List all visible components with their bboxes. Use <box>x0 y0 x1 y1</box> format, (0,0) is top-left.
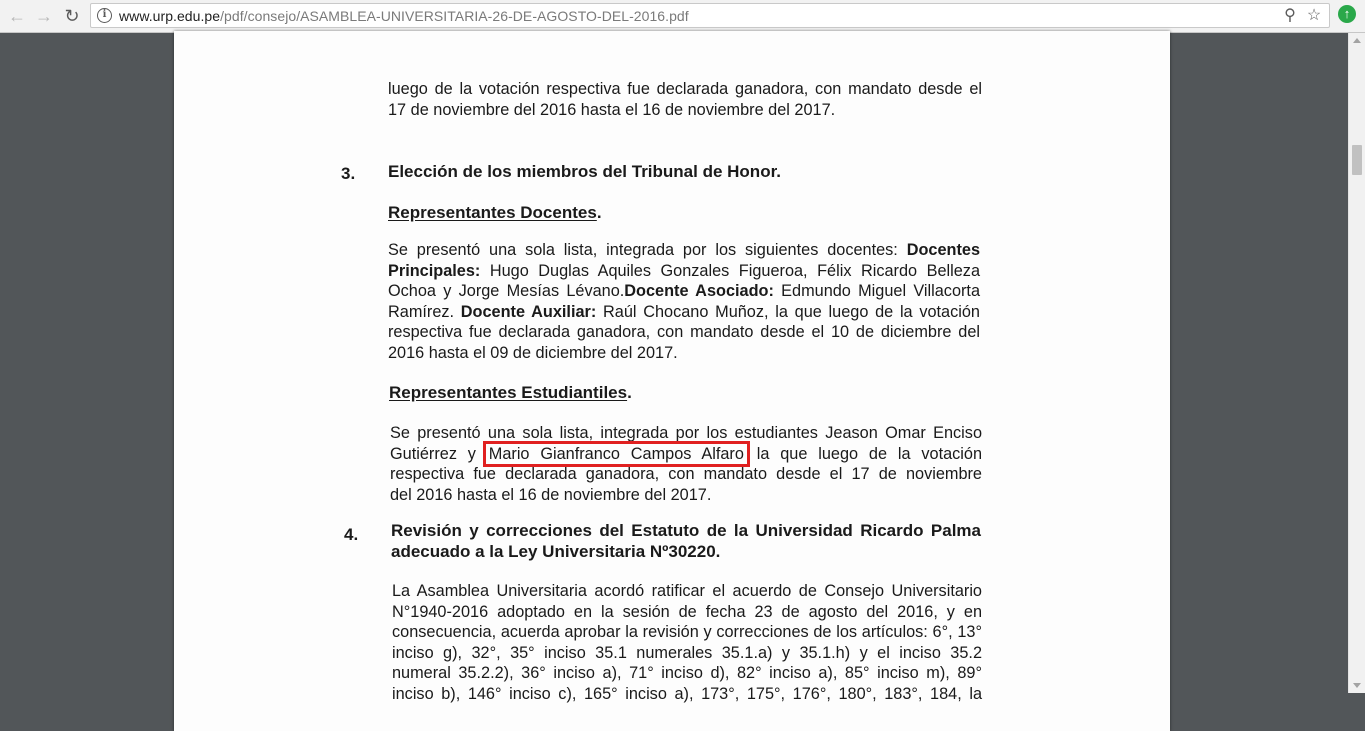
section-4-title-line-2: adecuado a la Ley Universitaria Nº30220. <box>391 542 721 561</box>
docentes-text: Hugo Duglas Aquiles Gonzales Figueroa, Félix Ricardo Belleza <box>489 261 980 280</box>
section-4-number: 4. <box>344 525 359 544</box>
docentes-line <box>388 240 980 261</box>
back-arrow-icon[interactable]: ← <box>8 5 26 26</box>
pdf-viewer[interactable] <box>0 33 1348 703</box>
url-path: /pdf/consejo/ASAMBLEA-UNIVERSITARIA-26-DE-AGOSTO-DEL-2016.pdf <box>220 8 689 24</box>
section-4-line: N°1940-2016 adoptado en la sesión de fecha 23 de agosto del 2016, y en <box>392 602 982 621</box>
estudiantiles-line: Se presentó una sola lista, integrada por los estudiantes Jeason Omar Enciso <box>390 424 982 442</box>
scroll-up-arrow-icon[interactable] <box>1353 38 1361 43</box>
docentes-paragraph <box>388 240 980 363</box>
highlighted-student-name: Mario Gianfranco Campos Alfaro <box>488 444 744 463</box>
section-4-title-line-1: Revisión y correcciones del Estatuto de la Universidad Ricardo Palma <box>391 521 981 540</box>
section-4-line: consecuencia, acuerda aprobar la revisión y correcciones de los artículos: 6°, 13° <box>392 623 982 641</box>
docentes-label: Principales: <box>388 261 481 280</box>
intro-line-1: luego de la votación respectiva fue declarada ganadora, con mandato desde el <box>388 80 982 98</box>
docentes-heading <box>388 203 602 224</box>
intro-paragraph <box>388 79 982 120</box>
docentes-line <box>388 261 980 282</box>
docentes-text: Ochoa y Jorge Mesías Lévano. <box>388 282 625 300</box>
section-4-paragraph <box>392 581 982 704</box>
docentes-line: 2016 hasta el 09 de diciembre del 2017. <box>388 343 678 362</box>
docentes-label: Docente Asociado: <box>624 282 774 300</box>
estudiantiles-text: la que luego de la votación <box>756 444 983 463</box>
section-3-number: 3. <box>341 164 356 183</box>
extension-arrow-icon[interactable]: ↑ <box>1338 5 1356 23</box>
scroll-down-arrow-icon[interactable] <box>1353 683 1361 688</box>
scrollbar-thumb[interactable] <box>1352 145 1362 175</box>
pdf-page <box>174 31 1170 731</box>
section-4-line: La Asamblea Universitaria acordó ratificar el acuerdo de Consejo Universitario <box>392 582 982 600</box>
docentes-line: respectiva fue declarada ganadora, con mandato desde el 10 de diciembre del <box>388 323 980 341</box>
estudiantiles-heading-text: Representantes Estudiantiles <box>389 383 628 402</box>
docentes-label: Docente Auxiliar: <box>460 302 597 321</box>
section-4-line: numeral 35.2.2), 36° inciso a), 71° inciso d), 82° inciso a), 85° inciso m), 89° <box>392 664 982 682</box>
site-info-icon[interactable]: i <box>97 8 112 23</box>
section-4-line: inciso g), 32°, 35° inciso 35.1 numerales 35.1.a) y 35.1.h) y el inciso 35.2 <box>392 643 982 662</box>
vertical-scrollbar[interactable] <box>1348 33 1365 693</box>
docentes-text: Edmundo Miguel Villacorta <box>781 282 980 300</box>
estudiantiles-heading-dot: . <box>627 383 632 402</box>
estudiantiles-line <box>390 444 982 465</box>
address-bar[interactable] <box>90 3 1330 28</box>
docentes-heading-dot: . <box>596 203 602 222</box>
section-3-title: Elección de los miembros del Tribunal de Honor. <box>388 162 781 181</box>
estudiantiles-line: respectiva fue declarada ganadora, con mandato desde el 17 de noviembre <box>390 465 982 483</box>
estudiantiles-heading <box>389 383 632 404</box>
docentes-line <box>388 302 980 323</box>
bookmark-star-icon[interactable]: ☆ <box>1306 7 1322 24</box>
docentes-text: Se presentó una sola lista, integrada por los siguientes docentes: <box>388 241 898 259</box>
docentes-label: Docentes <box>906 241 980 259</box>
docentes-heading-text: Representantes Docentes <box>388 203 597 222</box>
reload-icon[interactable]: ↻ <box>64 5 80 26</box>
estudiantiles-paragraph <box>390 423 982 505</box>
url-host: www.urp.edu.pe <box>119 8 221 24</box>
docentes-text: Raúl Chocano Muñoz, la que luego de la votación <box>603 302 980 321</box>
browser-toolbar <box>0 0 1365 33</box>
docentes-text: Ramírez. <box>388 302 455 321</box>
zoom-icon[interactable]: ⚲ <box>1284 7 1296 24</box>
url-text[interactable] <box>119 8 689 24</box>
forward-arrow-icon[interactable]: → <box>35 5 53 26</box>
intro-line-2: 17 de noviembre del 2016 hasta el 16 de noviembre del 2017. <box>388 100 836 119</box>
section-4-line: inciso b), 146° inciso c), 165° inciso a), 173°, 175°, 176°, 180°, 183°, 184, la <box>392 684 982 703</box>
estudiantiles-text: Gutiérrez y <box>390 444 476 463</box>
estudiantiles-line: del 2016 hasta el 16 de noviembre del 2017. <box>390 485 712 504</box>
docentes-line <box>388 281 980 302</box>
